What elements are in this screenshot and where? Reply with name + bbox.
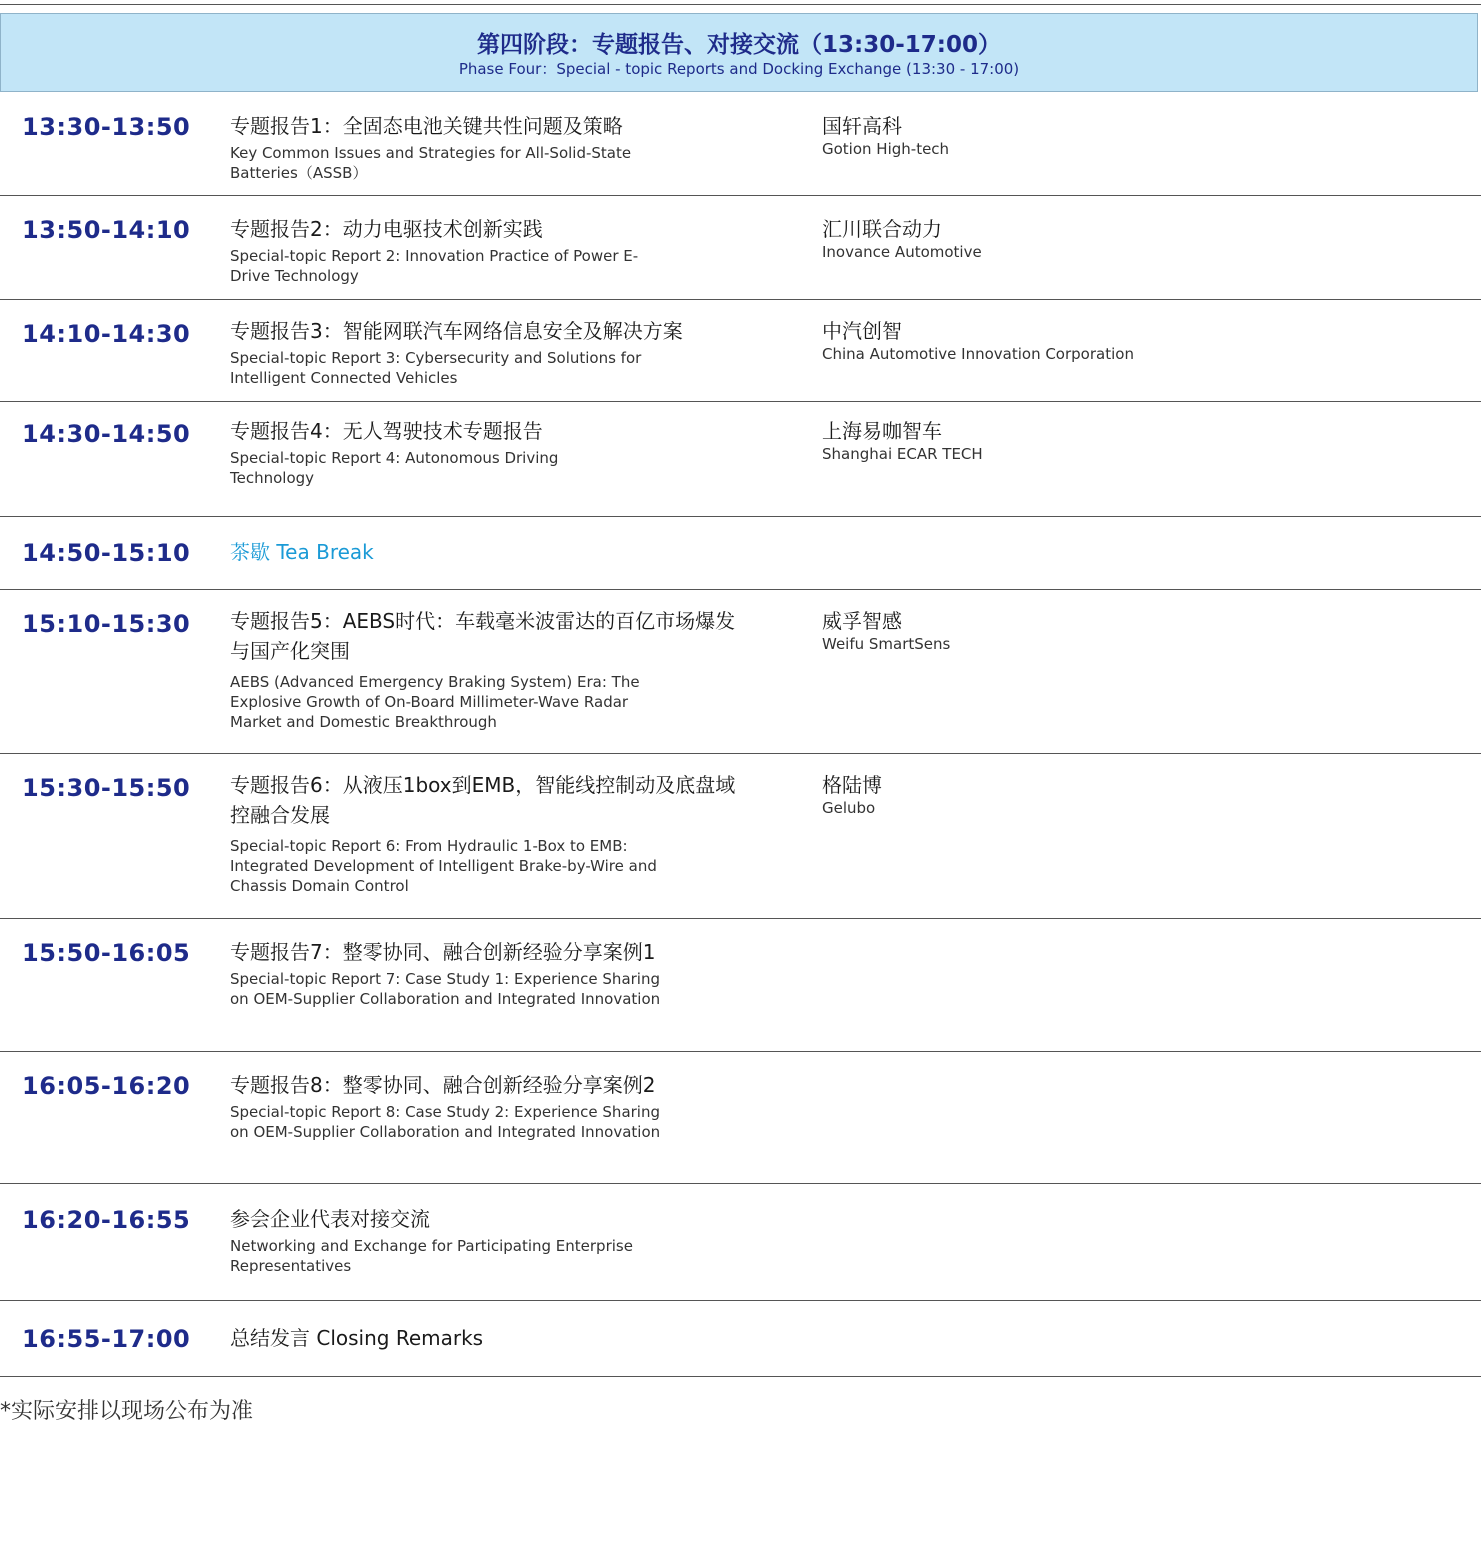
session-time: 14:10-14:30 <box>22 320 191 348</box>
session-time: 15:10-15:30 <box>22 610 191 638</box>
topic-en: Special-topic Report 7: Case Study 1: Experience Sharing on OEM-Supplier Collaboration and Integrated Innovation <box>230 970 661 1008</box>
closing-remarks-label: 总结发言 Closing Remarks <box>230 1326 484 1350</box>
topic-en: Special-topic Report 8: Case Study 2: Experience Sharing on OEM-Supplier Collaboration and Integrated Innovation <box>230 1103 661 1141</box>
session-time: 15:50-16:05 <box>22 939 191 967</box>
topic-cn: 专题报告5：AEBS时代：车载毫米波雷达的百亿市场爆发与国产化突围 <box>230 609 736 663</box>
topic-en: Special-topic Report 2: Innovation Practice of Power E-Drive Technology <box>230 247 639 285</box>
phase-subtitle: Phase Four：Special - topic Reports and Docking Exchange (13:30 - 17:00) <box>458 60 1020 78</box>
schedule-row <box>0 1184 1481 1301</box>
session-organization <box>822 316 1302 364</box>
session-time: 16:20-16:55 <box>22 1206 191 1234</box>
phase-title: 第四阶段：专题报告、对接交流（13:30-17:00） <box>477 32 1001 58</box>
session-time: 16:55-17:00 <box>22 1325 191 1353</box>
org-en: Weifu SmartSens <box>822 635 951 653</box>
session-topic <box>230 316 750 388</box>
topic-en: Key Common Issues and Strategies for All-Solid-State Batteries（ASSB） <box>230 144 632 182</box>
topic-en: Special-topic Report 3: Cybersecurity and Solutions for Intelligent Connected Vehicles <box>230 349 642 387</box>
schedule-row <box>0 1052 1481 1184</box>
topic-en: Special-topic Report 6: From Hydraulic 1-Box to EMB: Integrated Development of Intelligent Brake-by-Wire and Chassis Domain Control <box>230 837 657 895</box>
session-time: 16:05-16:20 <box>22 1072 191 1100</box>
session-time: 14:50-15:10 <box>22 539 191 567</box>
org-cn: 上海易咖智车 <box>822 419 942 443</box>
org-en: Gotion High-tech <box>822 140 950 158</box>
schedule-row <box>0 402 1481 517</box>
org-en: China Automotive Innovation Corporation <box>822 345 1134 363</box>
session-topic <box>230 606 750 732</box>
topic-cn: 专题报告3：智能网联汽车网络信息安全及解决方案 <box>230 319 683 343</box>
org-en: Shanghai ECAR TECH <box>822 445 983 463</box>
session-topic <box>230 111 750 183</box>
schedule-row <box>0 590 1481 754</box>
session-topic <box>230 770 750 896</box>
topic-cn: 参会企业代表对接交流 <box>230 1207 430 1231</box>
session-topic <box>230 937 750 1009</box>
org-cn: 汇川联合动力 <box>822 217 942 241</box>
session-organization <box>822 606 1302 654</box>
topic-en: Special-topic Report 4: Autonomous Driving Technology <box>230 449 559 487</box>
session-topic <box>230 537 750 567</box>
org-cn: 格陆博 <box>822 773 882 797</box>
session-organization <box>822 111 1302 159</box>
schedule-row <box>0 919 1481 1052</box>
schedule-row-break <box>0 517 1481 590</box>
topic-cn: 专题报告6：从液压1box到EMB，智能线控制动及底盘域控融合发展 <box>230 773 736 827</box>
session-time: 13:30-13:50 <box>22 113 191 141</box>
session-organization <box>822 770 1302 818</box>
session-topic <box>230 1204 750 1276</box>
session-organization <box>822 214 1302 262</box>
session-time: 15:30-15:50 <box>22 774 191 802</box>
session-topic <box>230 214 750 286</box>
top-divider <box>0 4 1481 5</box>
org-en: Gelubo <box>822 799 876 817</box>
org-cn: 威孚智感 <box>822 609 902 633</box>
session-topic <box>230 1323 750 1353</box>
topic-cn: 专题报告4：无人驾驶技术专题报告 <box>230 419 543 443</box>
session-time: 14:30-14:50 <box>22 420 191 448</box>
org-cn: 中汽创智 <box>822 319 902 343</box>
session-organization <box>822 416 1302 464</box>
topic-cn: 专题报告1：全固态电池关键共性问题及策略 <box>230 114 623 138</box>
phase-header <box>0 13 1478 92</box>
session-topic <box>230 1070 750 1142</box>
schedule-row <box>0 93 1481 196</box>
footnote: *实际安排以现场公布为准 <box>0 1399 254 1424</box>
session-time: 13:50-14:10 <box>22 216 191 244</box>
topic-cn: 专题报告8：整零协同、融合创新经验分享案例2 <box>230 1073 656 1097</box>
topic-cn: 专题报告2：动力电驱技术创新实践 <box>230 217 543 241</box>
topic-cn: 专题报告7：整零协同、融合创新经验分享案例1 <box>230 940 656 964</box>
org-cn: 国轩高科 <box>822 114 902 138</box>
tea-break-label: 茶歇 Tea Break <box>230 540 374 564</box>
schedule-row <box>0 1301 1481 1377</box>
schedule-row <box>0 300 1481 402</box>
schedule-table <box>0 93 1481 1377</box>
topic-en: Networking and Exchange for Participating Enterprise Representatives <box>230 1237 633 1275</box>
schedule-row <box>0 196 1481 300</box>
topic-en: AEBS (Advanced Emergency Braking System) Era: The Explosive Growth of On-Board Millimeter-Wave Radar Market and Domestic Breakthrough <box>230 673 640 731</box>
session-topic <box>230 416 750 488</box>
org-en: Inovance Automotive <box>822 243 982 261</box>
schedule-row <box>0 754 1481 919</box>
